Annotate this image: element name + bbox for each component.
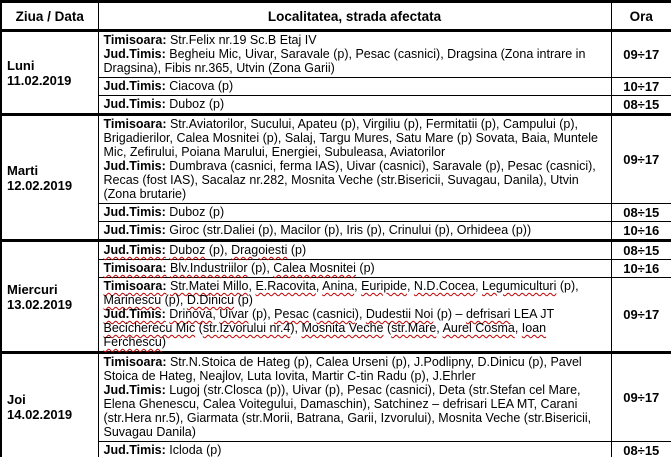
street-list-text: Lugoj (str.Closca (p)), Uivar (p), Pesac (casnici), Deta (str.Stefan cel Mare, Elena Ghenescu, Calea Voitegului, Damaschin), Satchinez – defrisari LEA MT, Carani (str.Hera nr.5), Giarmata (str.Morii, Batrana, Garii, Izvorului), Mosnita Veche (str.Bisericii, Suvagau Danila) (103, 383, 592, 439)
locality-label: Jud.Timis: (103, 97, 166, 111)
locality-label: Jud.Timis: (103, 159, 166, 173)
street-list-text: Duboz (p) (165, 97, 225, 111)
locality-label: Jud.Timis: (103, 79, 166, 93)
hour-cell: 08÷15 (611, 442, 671, 457)
street-list-text: Uivar (219, 307, 249, 321)
street-list-text: D.Dinicu (186, 293, 235, 307)
locality-label: Jud.Timis: (103, 223, 166, 237)
table-row (1, 222, 671, 241)
street-list-text: LEA JT (510, 307, 554, 321)
table-body (1, 31, 671, 457)
locality-label: Timisoara: (103, 261, 167, 275)
table-row (1, 353, 671, 442)
locality-label: Timisoara: (103, 279, 167, 293)
street-list-text: Duboz (p) (165, 205, 225, 219)
day-date: 14.02.2019 (7, 406, 73, 422)
locality-cell (98, 442, 611, 457)
table-row (1, 278, 671, 353)
header-row (1, 2, 671, 31)
street-list-text: Drinova (169, 307, 213, 321)
day-date: 11.02.2019 (7, 72, 72, 88)
table-row (1, 204, 671, 222)
hour-cell: 09÷17 (611, 115, 671, 204)
street-list-text: Str.Matei Millo (169, 279, 249, 293)
street-list-text: (p) (355, 261, 375, 275)
table-row (1, 115, 671, 204)
street-list-text: , (354, 279, 362, 293)
street-list-text: Begheiu Mic, Uivar, Saravale (p), Pesac (casnici), Dragsina (Zona intrare in Dragsina), Fibis nr.365, Utvin (Zona Garii) (103, 47, 586, 75)
street-list-text: (p), (205, 243, 232, 257)
street-list-text: , (436, 321, 443, 335)
day-cell (1, 115, 98, 241)
street-list-text: Legumiculturi (482, 279, 557, 293)
street-list-text: Becicherecu Mic (103, 321, 196, 335)
hour-cell: 10÷17 (611, 78, 671, 96)
street-list-text: (p), (161, 293, 187, 307)
street-list-text: (p), (556, 279, 579, 293)
street-list-text: Calea Mosnitei (273, 261, 356, 275)
street-list-text: Pesac (274, 307, 309, 321)
street-list-text: Aurel Cosma (442, 321, 515, 335)
street-list-text: Icloda (p) (165, 443, 222, 457)
street-list-text: Giroc (str.Daliei (p), Macilor (p), Iris (p), Crinului (p), Orhideea (p)) (165, 223, 532, 237)
street-list-text: (p) (287, 243, 307, 257)
street-list-text: ( (308, 307, 317, 321)
locality-label: Jud.Timis: (103, 307, 166, 321)
street-list-text: , (315, 279, 323, 293)
locality-label: Timisoara: (103, 33, 167, 47)
street-list-text: , (212, 307, 220, 321)
street-list-text: Blv.Industriilor (169, 261, 248, 275)
hour-cell: 09÷17 (611, 31, 671, 78)
day-cell (1, 241, 98, 353)
locality-label: Jud.Timis: (103, 47, 166, 61)
col-header-day: Ziua / Data (1, 2, 98, 31)
day-cell (1, 353, 98, 457)
locality-cell (98, 96, 611, 115)
street-list-text: N.D.Cocea (413, 279, 476, 293)
day-name: Luni (7, 57, 35, 73)
street-list-text: Marinescu (103, 293, 162, 307)
day-date: 12.02.2019 (7, 177, 73, 193)
locality-cell (98, 260, 611, 278)
table-row (1, 96, 671, 115)
street-list-text: Dudestii Noi (365, 307, 434, 321)
street-list-text: Ciacova (p) (165, 79, 234, 93)
street-list-text: Str.Felix nr.19 Sc.B Etaj IV (166, 33, 317, 47)
street-list-text: Dragoiesti (231, 243, 288, 257)
hour-cell: 08÷15 (611, 241, 671, 260)
locality-cell (98, 31, 611, 78)
street-list-text: , (475, 279, 483, 293)
locality-cell (98, 278, 611, 353)
locality-label: Jud.Timis: (103, 205, 166, 219)
locality-cell (98, 222, 611, 241)
table-header (1, 2, 671, 31)
locality-label: Jud.Timis: (103, 443, 166, 457)
street-list-text: Ioan Ferchescu (103, 321, 547, 349)
locality-label: Timisoara: (103, 355, 167, 369)
street-list-text: , (514, 321, 522, 335)
table-row (1, 442, 671, 457)
locality-label: Jud.Timis: (103, 243, 166, 257)
hour-cell: 09÷17 (611, 278, 671, 353)
street-list-text: , (406, 279, 414, 293)
street-list-text: Str.N.Stoica de Hateg (p), Calea Urseni (p), J.Podlipny, D.Dinicu (p), Pavel Stoica de Hateg, Neajlov, Luta Iovita, Martir C-tin Radu (p), J.Ehrler (103, 355, 582, 383)
street-list-text: E.Racovita (255, 279, 316, 293)
street-list-text: (p), (248, 307, 275, 321)
locality-cell (98, 241, 611, 260)
street-list-text: ) (161, 335, 167, 349)
street-list-text: Mosnita Veche (301, 321, 384, 335)
col-header-hour: Ora (611, 2, 671, 31)
street-list-text: Dumbrava (casnici, ferma IAS), Uivar (casnici), Saravale (p), Pesac (casnici), Recas (fost IAS), Sacalaz nr.282, Mosnita Veche (str.Bisericii, Suvagau, Danila), Utvin (Zona brutarie) (103, 159, 596, 201)
table-row (1, 78, 671, 96)
street-list-text: str.Mare (391, 321, 437, 335)
hour-cell: 09÷17 (611, 353, 671, 442)
street-list-text: Euripide (361, 279, 407, 293)
day-name: Marti (7, 162, 39, 178)
street-list-text: ), (354, 307, 366, 321)
locality-label: Timisoara: (103, 117, 167, 131)
hour-cell: 10÷16 (611, 222, 671, 241)
street-list-text: ), (290, 321, 302, 335)
day-date: 13.02.2019 (7, 296, 73, 312)
hour-cell: 10÷16 (611, 260, 671, 278)
street-list-text: Str.Aviatorilor, Sucului, Apateu (p), Virgiliu (p), Fermitatii (p), Campului (p), Brigadierilor, Calea Mosnitei (p), Salaj, Targu Mures, Satu Mare (p) Sovata, Baia, Muntele Mic, Zefirului, Poiana Marului, Energiei, Subuleasa, Aviatorilor (103, 117, 598, 159)
table-row (1, 241, 671, 260)
table-row (1, 260, 671, 278)
hour-cell: 08÷15 (611, 204, 671, 222)
locality-cell (98, 353, 611, 442)
street-list-text: Duboz (169, 243, 206, 257)
locality-label: Jud.Timis: (103, 383, 166, 397)
locality-cell (98, 204, 611, 222)
street-list-text: (p) (234, 293, 253, 307)
street-list-text: Anina (322, 279, 355, 293)
street-list-text: defrisari (465, 307, 511, 321)
street-list-text: str.Izvorului nr.4 (202, 321, 291, 335)
col-header-locality: Localitatea, strada afectata (98, 2, 611, 31)
street-list-text: ( (383, 321, 392, 335)
street-list-text: (p), (247, 261, 274, 275)
table-row (1, 31, 671, 78)
day-cell (1, 31, 98, 115)
locality-cell (98, 78, 611, 96)
locality-cell (98, 115, 611, 204)
street-list-text: , (248, 279, 256, 293)
street-list-text: (p) – (433, 307, 466, 321)
street-list-text: ( (195, 321, 203, 335)
day-name: Joi (7, 391, 26, 407)
day-name: Miercuri (7, 281, 58, 297)
hour-cell: 08÷15 (611, 96, 671, 115)
street-list-text: casnici (316, 307, 355, 321)
